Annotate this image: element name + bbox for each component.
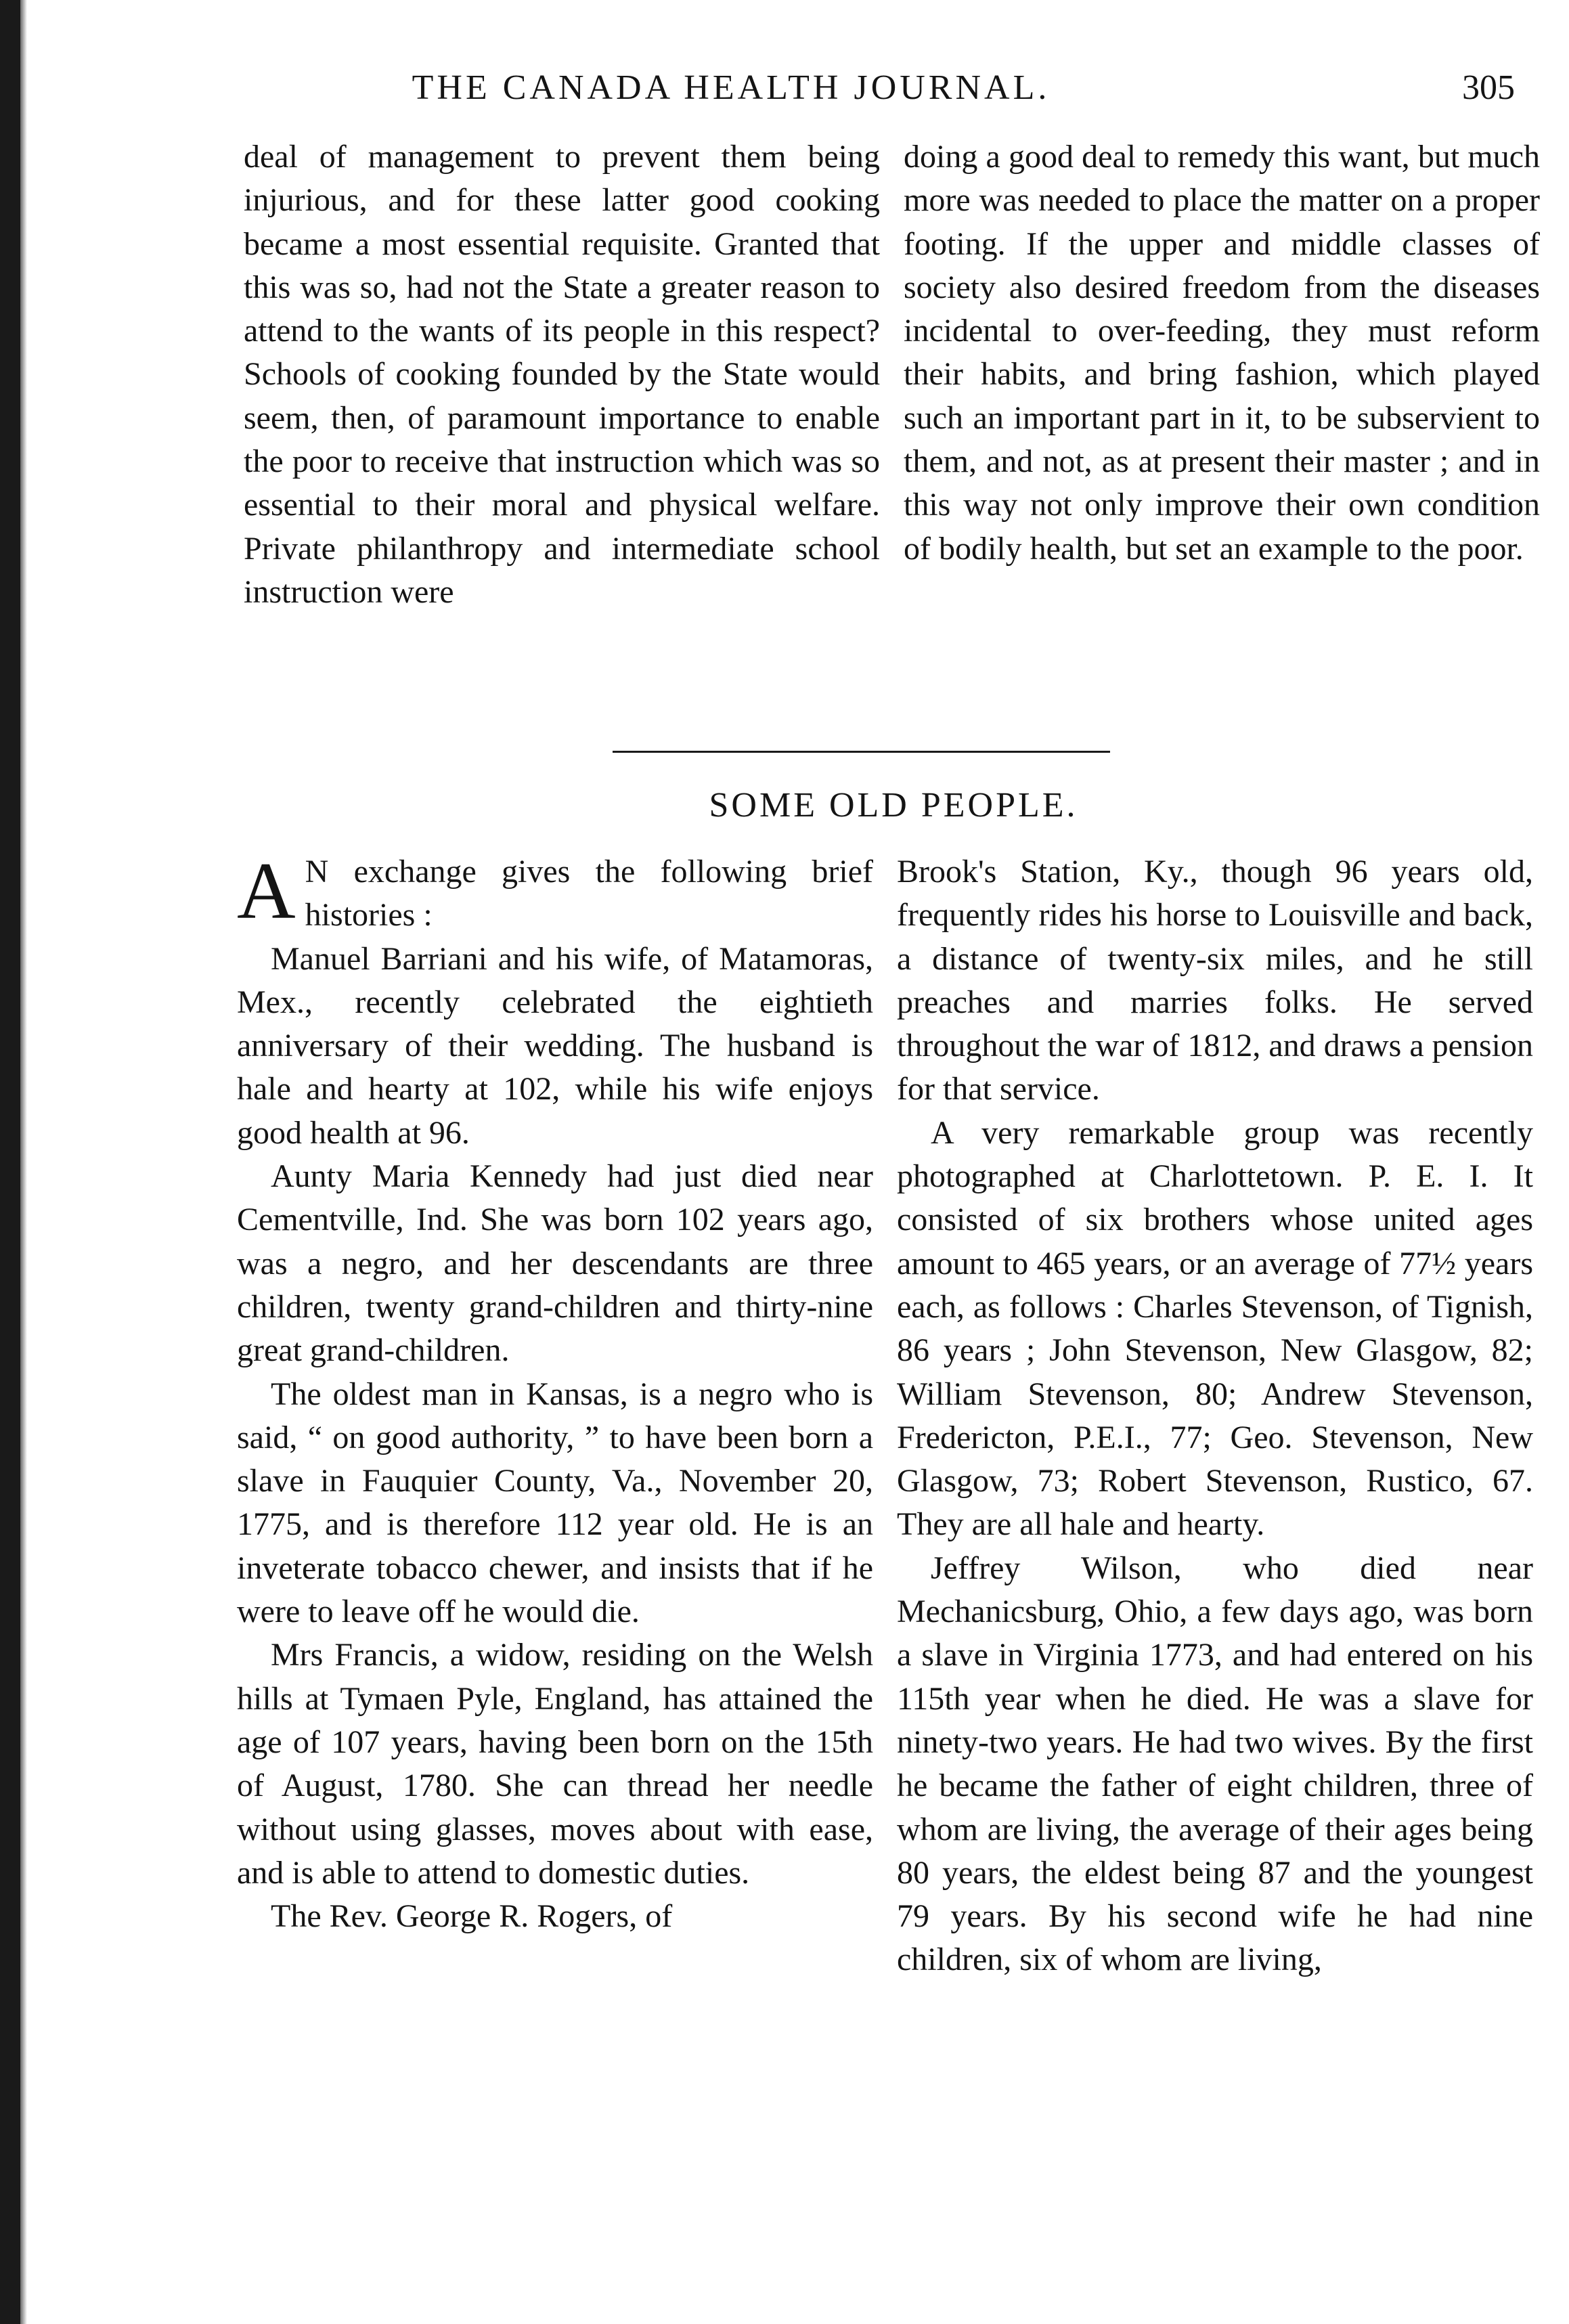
article-paragraph xyxy=(237,846,873,938)
article-paragraph: Manuel Barriani and his wife, of Matamoras, Mex., recently celebrated the eightieth anniversary of their wedding. The husband is hale and hearty at 102, while his wife enjoys good health at 96. xyxy=(237,940,873,1151)
continued-text-left: deal of management to prevent them being injurious, and for these latter good cooking became a most essential requisite. Granted that this was so, had not the State a greater reason to attend to the wants of its people in this respect? Schools of cooking founded by the State would seem, then, of paramount importance to enable the poor to receive that instruction which was so essential to their moral and physical welfare. Private philanthropy and intermediate school instruction were xyxy=(244,139,880,610)
page-number: 305 xyxy=(1462,68,1515,107)
article-paragraph: Brook's Station, Ky., though 96 years old, frequently rides his horse to Louisville and back, a distance of twenty-six miles, and he still preaches and marries folks. He served throughout the war of 1812, and draws a pension for that service. xyxy=(897,854,1533,1108)
article-right-column xyxy=(897,850,1533,1982)
continued-article-right-column xyxy=(904,135,1540,571)
journal-running-head: THE CANADA HEALTH JOURNAL. xyxy=(412,68,1051,107)
article-paragraph: Mrs Francis, a widow, residing on the Welsh hills at Tymaen Pyle, England, has attained the age of 107 years, having been born on the 15th of August, 1780. She can thread her needle without using glasses, moves about with ease, and is able to attend to domestic duties. xyxy=(237,1637,873,1891)
article-paragraph: Jeffrey Wilson, who died near Mechanicsburg, Ohio, a few days ago, was born a slave in Virginia 1773, and had entered on his 115th year when he died. He was a slave for ninety-two years. He had two wives. By the first he became the father of eight children, three of whom are living, the average of their ages being 80 years, the eldest being 87 and the youngest 79 years. By his second wife he had nine children, six of whom are living, xyxy=(897,1550,1533,1978)
article-title: SOME OLD PEOPLE. xyxy=(709,786,1078,825)
article-paragraph: The oldest man in Kansas, is a negro who is said, “ on good authority, ” to have been born a slave in Fauquier County, Va., November 20, 1775, and is therefore 112 year old. He is an inveterate tobacco chewer, and insists that if he were to leave off he would die. xyxy=(237,1376,873,1630)
article-paragraph-text: N exchange gives the following brief histories : xyxy=(305,854,873,934)
article-left-column xyxy=(237,846,873,1938)
article-paragraph: A very remarkable group was recently photographed at Charlottetown. P. E. I. It consisted of six brothers whose united ages amount to 465 years, or an average of 77½ years each, as follows : Charles Stevenson, of Tignish, 86 years ; John Stevenson, New Glasgow, 82; William Stevenson, 80; Andrew Stevenson, Fredericton, P.E.I., 77; Geo. Stevenson, New Glasgow, 73; Robert Stevenson, Rustico, 67. They are all hale and hearty. xyxy=(897,1114,1533,1543)
section-divider-rule xyxy=(613,751,1110,753)
page-binding-edge xyxy=(0,0,20,2324)
article-paragraph: Aunty Maria Kennedy had just died near Cementville, Ind. She was born 102 years ago, was a negro, and her descendants are three children, twenty grand-children and thirty-nine great grand-children. xyxy=(237,1158,873,1369)
article-paragraph: The Rev. George R. Rogers, of xyxy=(271,1898,673,1935)
page-binding-shadow xyxy=(20,0,27,2324)
continued-article-left-column xyxy=(244,135,880,614)
continued-text-right: doing a good deal to remedy this want, but much more was needed to place the matter on a proper footing. If the upper and middle classes of society also desired freedom from the diseases incidental to over-feeding, they must reform their habits, and bring fashion, which played such an important part in it, to be subservient to them, and not, as at present their master ; and in this way not only improve their own condition of bodily health, but set an example to the poor. xyxy=(904,139,1540,567)
drop-cap-letter: A xyxy=(237,846,296,936)
